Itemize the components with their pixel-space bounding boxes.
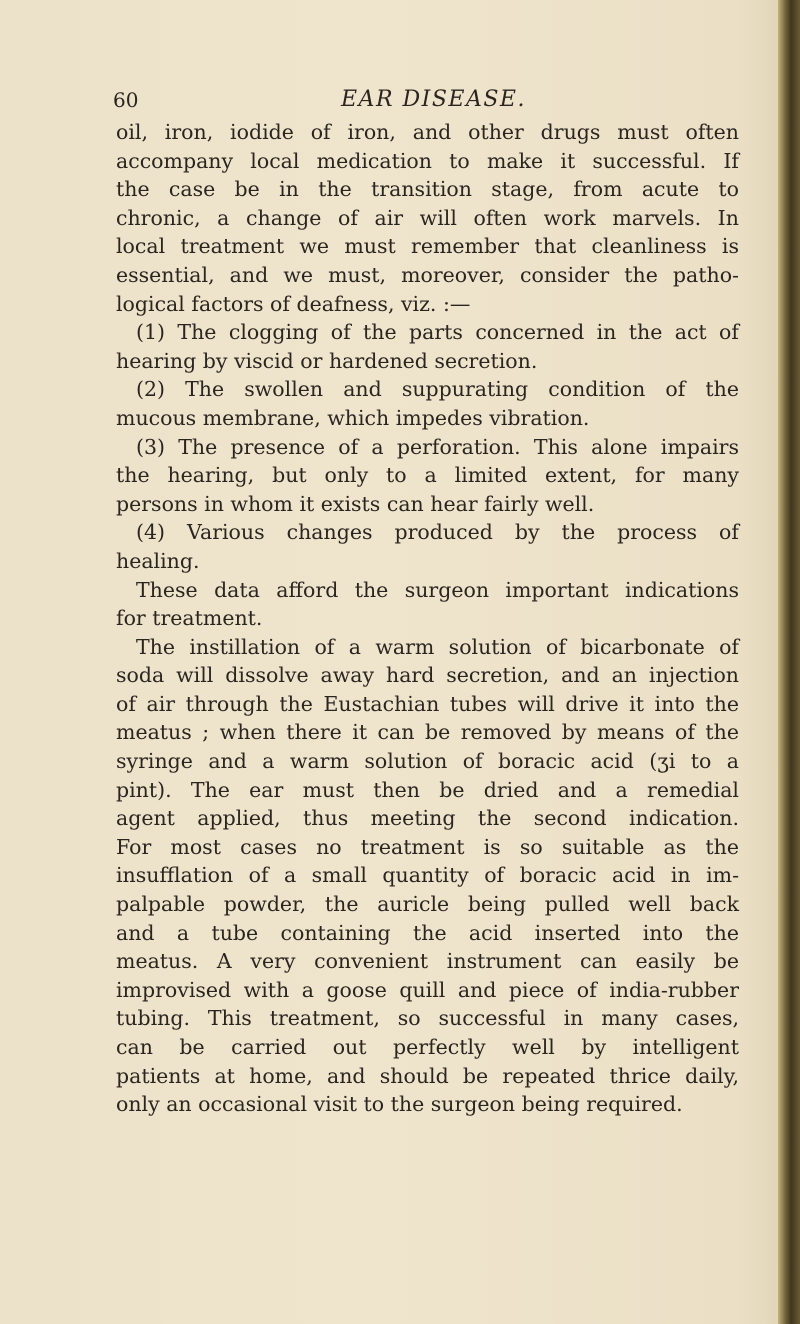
text-line: These data afford the surgeon important indications bbox=[136, 577, 739, 602]
text-line: logical factors of deafness, viz. :— bbox=[116, 291, 471, 316]
text-line: meatus. A very convenient instrument can easily be bbox=[116, 949, 739, 974]
text-line: oil, iron, iodide of iron, and other drugs must often bbox=[116, 120, 739, 144]
text-line: healing. bbox=[116, 548, 200, 573]
text-line: The instillation of a warm solution of bicarbonate of bbox=[136, 634, 739, 659]
text-line: mucous membrane, which impedes vibration. bbox=[116, 405, 590, 430]
text-line: improvised with a goose quill and piece of india-rubber bbox=[116, 977, 739, 1002]
text-line: patients at home, and should be repeated thrice daily, bbox=[116, 1063, 739, 1088]
text-line: essential, and we must, moreover, consider the patho- bbox=[116, 262, 739, 287]
text-line: pint). The ear must then be dried and a remedial bbox=[116, 777, 739, 802]
text-line: can be carried out perfectly well by intelligent bbox=[116, 1035, 739, 1059]
text-line: hearing by viscid or hardened secretion. bbox=[116, 348, 538, 373]
text-line: only an occasional visit to the surgeon being required. bbox=[116, 1092, 683, 1117]
text-line: local treatment we must remember that cleanliness is bbox=[116, 234, 739, 259]
text-line: of air through the Eustachian tubes will drive it into the bbox=[116, 691, 739, 716]
body-text bbox=[116, 118, 739, 1119]
text-line: persons in whom it exists can hear fairly well. bbox=[116, 491, 595, 516]
text-line: the case be in the transition stage, from acute to bbox=[116, 177, 739, 202]
text-line: and a tube containing the acid inserted into the bbox=[116, 920, 739, 945]
text-line: (3) The presence of a perforation. This alone impairs bbox=[136, 434, 739, 459]
text-line: (1) The clogging of the parts concerned in the act of bbox=[136, 320, 739, 345]
text-line: accompany local medication to make it successful. If bbox=[116, 148, 739, 173]
text-line: (4) Various changes produced by the process of bbox=[136, 520, 739, 545]
text-line: agent applied, thus meeting the second indication. bbox=[116, 806, 739, 831]
running-head bbox=[113, 86, 743, 120]
text-line: chronic, a change of air will often work marvels. In bbox=[116, 205, 739, 230]
text-line: insufflation of a small quantity of boracic acid in im- bbox=[116, 863, 739, 888]
running-title: EAR DISEASE. bbox=[341, 87, 526, 112]
text-line: meatus ; when there it can be removed by means of the bbox=[116, 720, 739, 745]
text-line: the hearing, but only to a limited extent, for many bbox=[116, 463, 739, 488]
text-line: for treatment. bbox=[116, 606, 263, 631]
text-line: For most cases no treatment is so suitable as the bbox=[116, 834, 739, 859]
text-line: soda will dissolve away hard secretion, and an injection bbox=[116, 663, 739, 688]
page-number: 60 bbox=[113, 88, 139, 112]
text-line: palpable powder, the auricle being pulled well back bbox=[116, 892, 739, 917]
text-line: (2) The swollen and suppurating condition of the bbox=[136, 377, 739, 402]
text-line: tubing. This treatment, so successful in many cases, bbox=[116, 1006, 739, 1031]
text-line: syringe and a warm solution of boracic acid (ʒi to a bbox=[116, 749, 739, 774]
page-edge bbox=[778, 0, 800, 1324]
